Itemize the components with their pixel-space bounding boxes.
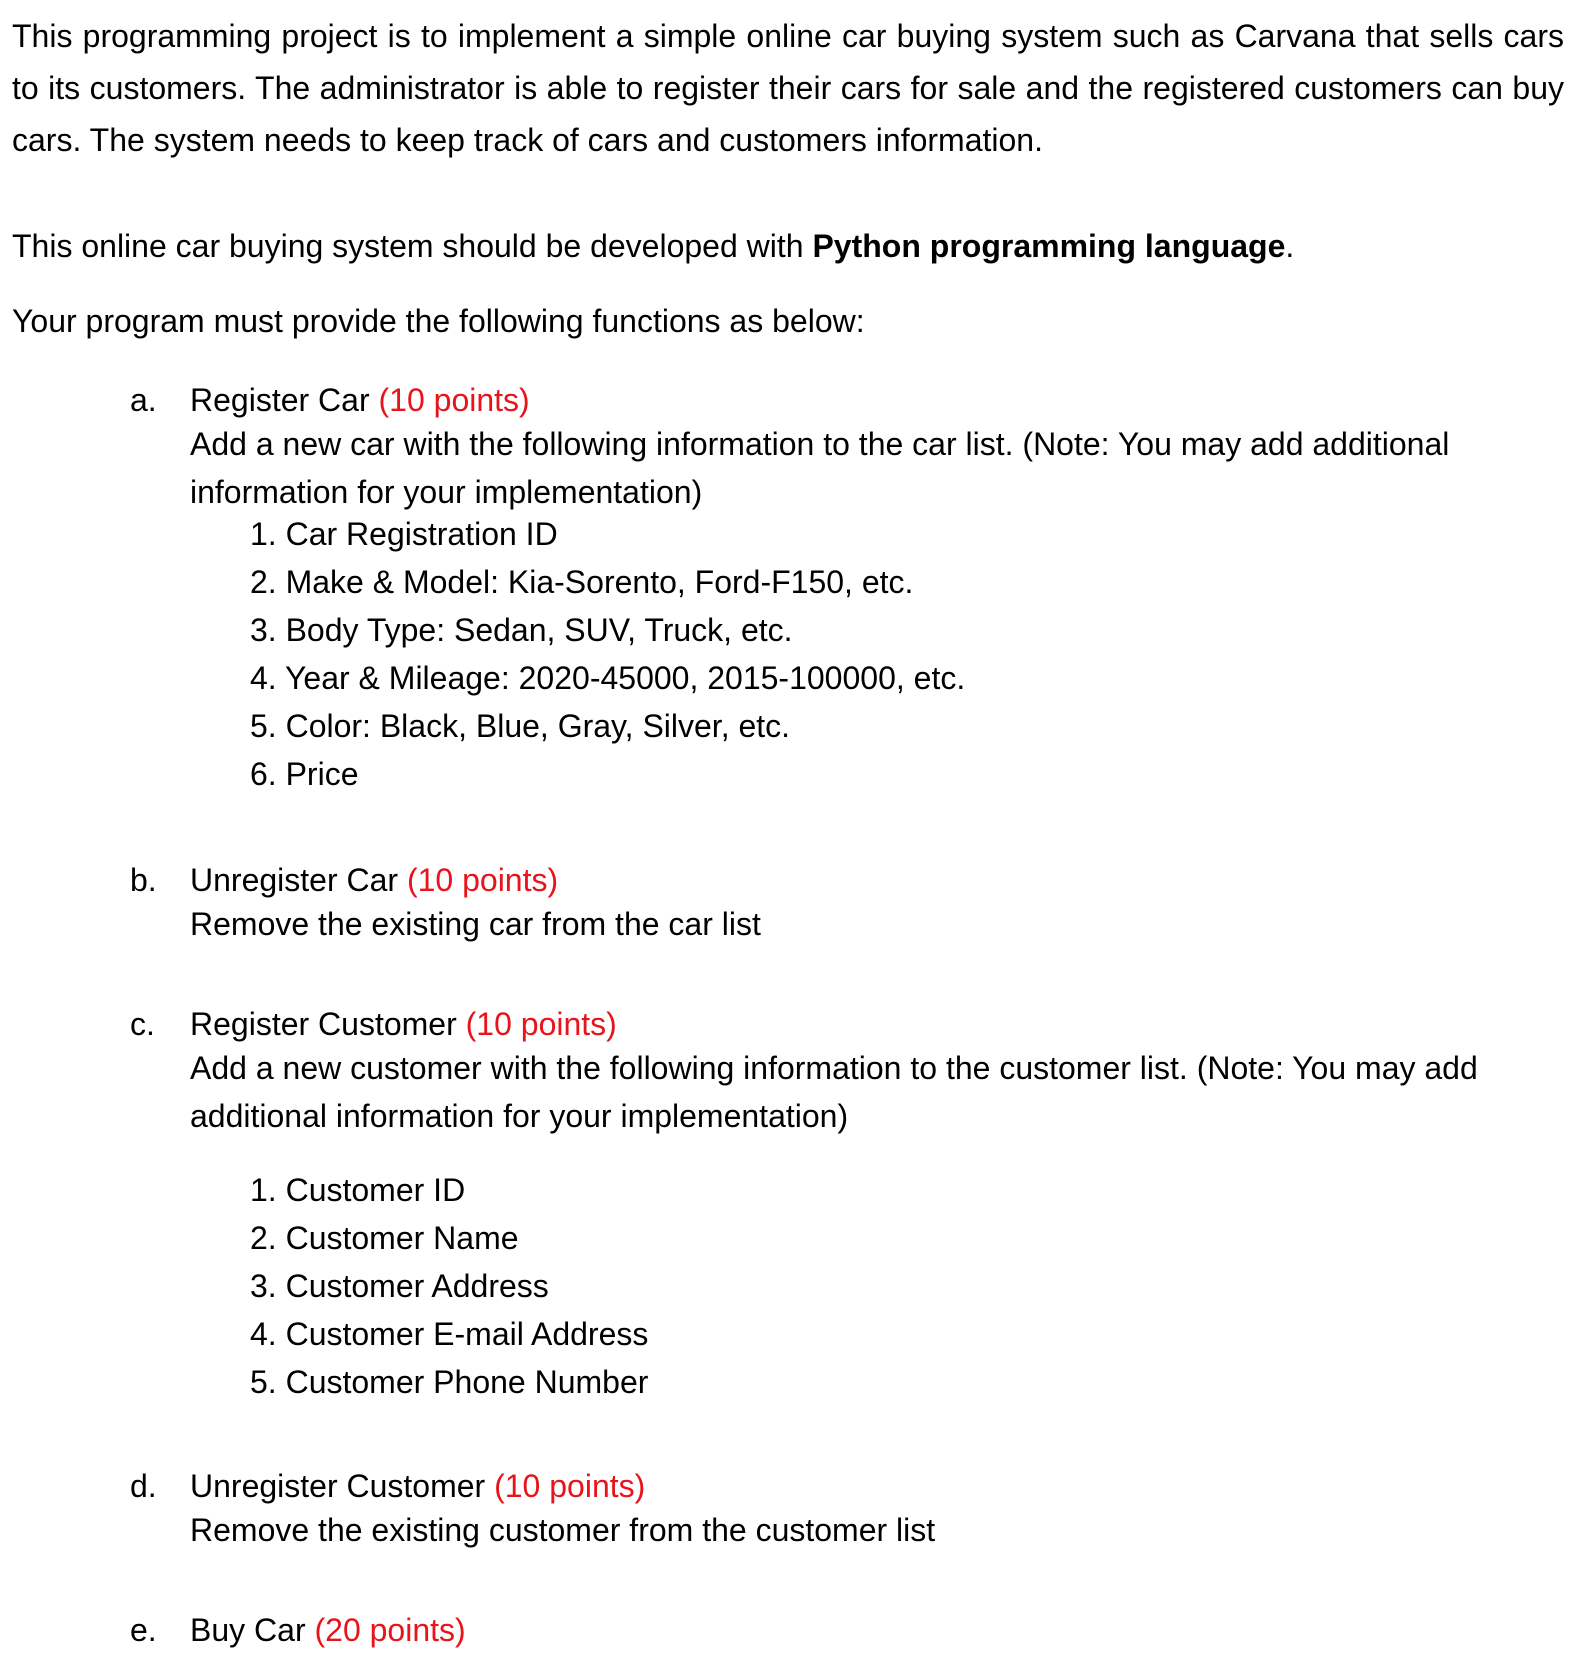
section-points: (20 points) [314, 1612, 466, 1648]
list-item: 6. Price [250, 756, 359, 792]
section-title: Buy Car (20 points) [190, 1612, 466, 1648]
functions-intro: Your program must provide the following functions as below: [12, 303, 865, 339]
list-item: 4. Year & Mileage: 2020-45000, 2015-100000, etc. [250, 660, 966, 696]
list-item: 1. Car Registration ID [250, 516, 558, 552]
language-prefix: This online car buying system should be developed with [12, 228, 813, 264]
section-description: Remove the existing car from the car list [190, 906, 761, 942]
section-letter: b. [130, 862, 157, 898]
section-description: Add a new customer with the following information to the customer list. (Note: You may add additional information for your implementation) [190, 1050, 1478, 1134]
section-letter: a. [130, 382, 157, 418]
intro-paragraph: This programming project is to implement a simple online car buying system such as Carvana that sells cars to its customers. The administrator is able to register their cars for sale and the registered customers can buy cars. The system needs to keep track of cars and customers information. [12, 18, 1564, 158]
section-points: (10 points) [406, 862, 559, 898]
section-letter: d. [130, 1468, 157, 1504]
list-item: 4. Customer E-mail Address [250, 1316, 649, 1352]
language-paragraph [12, 228, 1294, 265]
list-item: 3. Customer Address [250, 1268, 549, 1304]
section-points: (10 points) [378, 382, 530, 418]
section-points: (10 points) [494, 1468, 646, 1504]
list-item: 5. Customer Phone Number [250, 1364, 649, 1400]
section-points: (10 points) [465, 1006, 617, 1042]
section-title: Unregister Car (10 points) [190, 862, 559, 898]
list-item: 2. Make & Model: Kia-Sorento, Ford-F150, etc. [250, 564, 914, 600]
section-title: Register Car (10 points) [190, 382, 530, 418]
list-item: 2. Customer Name [250, 1220, 519, 1256]
list-item: 5. Color: Black, Blue, Gray, Silver, etc. [250, 708, 791, 744]
list-item: 1. Customer ID [250, 1172, 466, 1208]
list-item: 3. Body Type: Sedan, SUV, Truck, etc. [250, 612, 793, 648]
section-title: Register Customer (10 points) [190, 1006, 617, 1042]
section-description: Remove the existing customer from the customer list [190, 1512, 936, 1548]
language-suffix: . [1285, 228, 1295, 264]
section-letter: c. [130, 1006, 155, 1042]
language-bold: Python programming language [812, 228, 1286, 264]
section-title: Unregister Customer (10 points) [190, 1468, 646, 1504]
section-description: Add a new car with the following information to the car list. (Note: You may add additional information for your implementation) [190, 426, 1450, 510]
section-letter: e. [130, 1612, 157, 1648]
